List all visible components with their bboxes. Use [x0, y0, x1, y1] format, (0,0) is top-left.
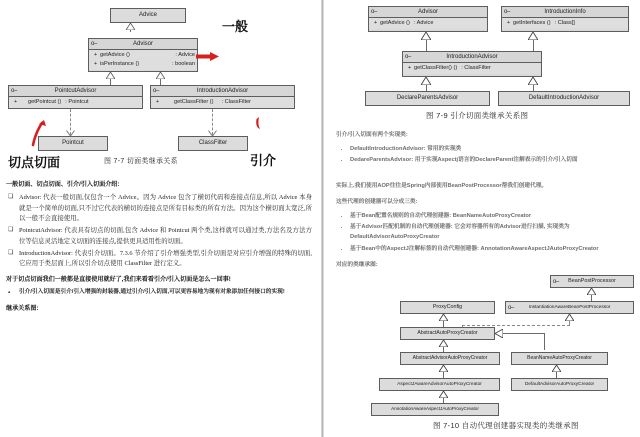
generalization-triangle-pointcut-advisor — [106, 72, 115, 79]
class-name-default-introduction-advisor: DefaultIntroductionAdvisor — [499, 92, 629, 105]
class-members-advisor-r — [369, 18, 487, 29]
interface-marker-icon: o– — [508, 304, 514, 311]
member-row — [11, 98, 140, 107]
prose-heading-note: 对于切点切面我们一般都是直接使用就好了,我们来看看引介/引入切面是怎么一回事! — [6, 276, 231, 284]
generalization-triangle-instantiation-aware — [565, 314, 574, 321]
list-item: • 基于Bean配置名规则的自动代理创建器: BeanNameAutoProxyCreator — [350, 212, 636, 222]
generalization-triangle-introduction-info — [528, 32, 538, 40]
member-visibility: + — [373, 19, 378, 26]
list-item: • 基于Advisor匹配机制的自动代理创建器: 它会对容器所有的Advisor进行扫描, 实现类为 DefaultAdvisorAutoProxyCreator — [350, 223, 636, 243]
class-members-introduction-advisor-r — [403, 63, 541, 74]
member-type: : ClassFilter — [461, 64, 491, 71]
member-name: getClassFilter() () — [414, 64, 458, 71]
class-header-pointcut-advisor — [9, 86, 142, 97]
interface-marker-icon: o– — [153, 87, 159, 94]
uml-class-pointcut-advisor[interactable] — [8, 85, 143, 109]
generalization-triangle-declare-parents — [421, 77, 431, 85]
right-column — [326, 0, 640, 437]
label: BeanPostProcessor — [568, 277, 616, 284]
red-arrow-introduction-icon — [254, 116, 266, 132]
list-item-text: IntroductionAdvisor: 代表引介切面。7.3.6 节介绍了引介增强类型,引介切面是对应引介增强的特殊的切面,它应用于类层面上,所以引介切点使用 ClassFilter 进行定义。 — [19, 249, 312, 268]
interface-marker-icon: o– — [405, 53, 411, 60]
member-type: : Advice — [413, 19, 434, 26]
generalization-triangle-aspectj-aware — [439, 365, 448, 372]
left-prose-block — [6, 180, 312, 317]
member-name: getPointcut () — [28, 98, 62, 105]
uml-class-advice[interactable] — [110, 8, 186, 23]
annotation-general: 一般 — [222, 20, 249, 35]
class-name-pointcut: Pointcut — [39, 137, 107, 150]
member-name: getAdvice () — [380, 19, 410, 26]
list-item-text: Advisor: 代表一般切面,仅包含一个 Advice。因为 Advice 包含了横切代码和连接点信息,所以 Advice 本身就是一个简单的切面,只不过它代表的横切的连接点是所有目标类的所有方法。因为这个横切面太宽泛,所以一般不会直接使用。 — [19, 193, 312, 223]
list-item — [6, 249, 312, 271]
annotation-introduction: 引介 — [250, 154, 277, 169]
uml-class-introduction-advisor[interactable] — [150, 85, 295, 109]
red-arrow-general-icon — [196, 52, 220, 61]
class-header-introduction-advisor — [151, 86, 294, 97]
connector-to-advisor-r — [426, 40, 427, 51]
member-row — [405, 64, 539, 73]
member-type: : ClassFilter — [221, 98, 252, 105]
connector-bean-name-horizontal — [503, 333, 544, 334]
uml-class-default-introduction-advisor[interactable] — [498, 91, 630, 106]
member-type: : Pointcut — [65, 98, 89, 105]
class-name-proxy-config: ProxyConfig — [401, 302, 494, 313]
list-item-text: 引介/引入切面是引介/引入增强的封装器,通过引介/引入切面,可以更容易地为现有对象添加任何接口的实现! — [19, 288, 285, 295]
class-name-default-advisor-auto-proxy-creator: DefaultAdvisorAutoProxyCreator — [512, 379, 607, 390]
class-name-introduction-advisor: IntroductionAdvisor — [196, 87, 249, 94]
prose-heading-diagram: 对应的类继承图: — [336, 261, 378, 268]
prose-bullet-list — [6, 193, 312, 270]
annotation-pointcut-aspect: 切点切面 — [8, 156, 61, 171]
member-row — [371, 19, 485, 28]
member-visibility: + — [506, 19, 511, 26]
prose-heading-intro: 一般切面、切点切面、引介/引入切面介绍: — [6, 181, 120, 188]
connector-to-introduction-info — [533, 40, 534, 51]
class-name-abstract-auto-proxy-creator: AbstractAutoProxyCreator — [401, 328, 494, 339]
prose-line-fact: 实际上,我们使用AOP往往是Spring内部使用BeanPostProcessor帮我们创建代理。 — [336, 182, 548, 189]
checkbox-bullet-icon: ❏ — [8, 227, 14, 234]
member-name: isPerInstance () — [100, 60, 140, 67]
checkbox-bullet-icon: ❏ — [8, 193, 14, 200]
prose-heading-tail: 继承关系图: — [6, 305, 39, 313]
creator-bullet-list — [336, 212, 636, 255]
class-members-pointcut-advisor — [9, 97, 142, 108]
class-name-advice: Advice — [111, 9, 185, 22]
class-name-bean-post-processor — [551, 276, 633, 287]
figure-caption-7-9: 图 7-9 引介切面类继承关系图 — [426, 111, 529, 120]
prose-note-list — [6, 288, 312, 298]
class-name-abstract-advisor-auto-proxy-creator: AbstractAdvisorAutoProxyCreator — [401, 353, 499, 364]
generalization-triangle-introduction-advisor — [156, 72, 165, 79]
member-row — [504, 19, 626, 28]
class-name-declare-parents-advisor: DeclareParentsAdvisor — [366, 92, 489, 105]
uml-class-introduction-advisor-r[interactable] — [402, 51, 542, 77]
member-row — [91, 60, 195, 69]
uml-class-bean-name-auto-proxy-creator[interactable] — [511, 352, 608, 365]
interface-marker-icon: o– — [11, 87, 17, 94]
class-name-aspectj-aware-advisor: AspectJAwareAdvisorAutoProxyCreator — [380, 379, 499, 390]
class-name-annotation-aware-aspectj: AnnotationAwareAspectJAutoProxyCreator — [372, 404, 498, 415]
list-item: • DedareParentsAdvisor: 用于实现Aspectj语言的DeclareParent注解表示的引介/引入切面 — [350, 156, 636, 166]
interface-marker-icon: o– — [504, 8, 510, 15]
generalization-triangle-proxy-config — [439, 314, 448, 321]
member-row — [91, 51, 195, 60]
list-item: • 基于Bean中的AspectJ注解标签的自动代理创建器: AnnotationAwareAspectJAutoProxyCreator — [350, 245, 636, 255]
figure-caption-7-7: 图 7-7 切面类继承关系 — [104, 158, 178, 165]
class-name-class-filter: ClassFilter — [179, 137, 247, 150]
class-members-introduction-info — [502, 18, 628, 29]
generalization-triangle-annotation-aware — [439, 391, 448, 398]
member-name: getClassFilter () — [174, 98, 214, 105]
class-name-pointcut-advisor: PointcutAdvisor — [54, 87, 97, 94]
checkbox-bullet-icon: ❏ — [8, 249, 14, 256]
class-members-advisor — [89, 50, 197, 70]
generalization-triangle-abstract-advisor — [439, 340, 448, 347]
generalization-triangle-advice — [126, 23, 135, 30]
right-prose-block — [336, 131, 636, 275]
uml-class-default-advisor-auto-proxy-creator[interactable] — [511, 378, 608, 391]
member-visibility: + — [407, 64, 412, 71]
uml-class-aspectj-aware-advisor[interactable] — [379, 378, 500, 391]
square-bullet-icon: ▪ — [8, 289, 11, 296]
class-name-introduction-info: IntroductionInfo — [544, 8, 586, 15]
member-name: getAdvice () — [100, 51, 130, 58]
class-name-advisor-r: Advisor — [417, 8, 438, 15]
interface-marker-icon: o– — [371, 8, 377, 15]
uml-class-declare-parents-advisor[interactable] — [365, 91, 490, 106]
uml-class-class-filter[interactable] — [178, 136, 248, 151]
member-type: : boolean — [171, 60, 195, 67]
member-visibility: + — [93, 51, 98, 58]
uml-class-advisor-r[interactable] — [368, 6, 488, 32]
connector-realization-horizontal — [462, 325, 570, 326]
class-name-introduction-advisor-r: IntroductionAdvisor — [446, 53, 498, 60]
list-item — [6, 226, 312, 248]
list-item: • DefaultIntroductionAdvisor: 常用的实现类 — [350, 145, 636, 155]
list-item — [6, 288, 312, 298]
class-name-instantiation-aware — [506, 302, 633, 313]
uml-class-proxy-config[interactable] — [400, 301, 495, 314]
member-visibility: + — [13, 98, 18, 105]
member-visibility: + — [155, 98, 160, 105]
interface-marker-icon: o– — [553, 278, 559, 285]
impl-bullet-list — [336, 145, 636, 166]
generalization-triangle-side-left — [495, 329, 503, 338]
member-type: : Advice — [175, 51, 195, 58]
uml-class-instantiation-aware[interactable] — [505, 301, 634, 314]
column-divider — [321, 0, 324, 437]
class-header-advisor — [89, 39, 197, 50]
red-arrow-pointcut-aspect-icon — [28, 119, 48, 147]
uml-class-abstract-auto-proxy-creator[interactable] — [400, 327, 495, 340]
list-item-text: PointcutAdvisor: 代表具有切点的切面,包含 Advice 和 Pointcut 两个类,这样就可以通过类,方法名及方法方位等信息灵活地定义切面的连接点,提供更具适用性的切面。 — [19, 227, 312, 245]
uml-class-abstract-advisor-auto-proxy-creator[interactable] — [400, 352, 500, 365]
list-item — [6, 193, 312, 225]
member-name: getInterfaces () — [513, 19, 551, 26]
figure-caption-7-10: 图 7-10 自动代理创建器实现类的类继承图 — [433, 421, 579, 430]
uml-class-introduction-info[interactable] — [501, 6, 629, 32]
uml-class-annotation-aware-aspectj[interactable] — [371, 403, 499, 416]
member-visibility: + — [93, 60, 98, 67]
connector-bean-name-vertical — [544, 333, 545, 350]
class-name-advisor: Advisor — [132, 40, 153, 47]
generalization-triangle-bean-post-processor — [587, 288, 596, 295]
class-members-introduction-advisor — [151, 97, 294, 108]
generalization-triangle-advisor-r — [421, 32, 431, 40]
generalization-triangle-default-advisor — [552, 365, 561, 372]
label: InstantiationAwareBeanPostProcessor — [528, 304, 611, 310]
prose-heading-creators: 这些代理的创建器可以分成三类: — [336, 198, 418, 205]
uml-class-bean-post-processor[interactable] — [550, 275, 634, 288]
member-type: : Class[] — [554, 19, 575, 26]
class-name-bean-name-auto-proxy-creator: BeanNameAutoProxyCreator — [512, 353, 607, 364]
member-row — [153, 98, 292, 107]
class-header-introduction-advisor-r — [403, 52, 541, 63]
spacer — [336, 168, 636, 176]
interface-marker-icon: o– — [91, 40, 97, 47]
uml-class-pointcut[interactable] — [38, 136, 108, 151]
generalization-triangle-default-introduction — [528, 77, 538, 85]
class-header-introduction-info — [502, 7, 628, 18]
class-header-advisor-r — [369, 7, 487, 18]
prose-heading-impl: 引介/引入切面有两个实现类: — [336, 132, 408, 138]
uml-class-advisor[interactable] — [88, 38, 198, 72]
